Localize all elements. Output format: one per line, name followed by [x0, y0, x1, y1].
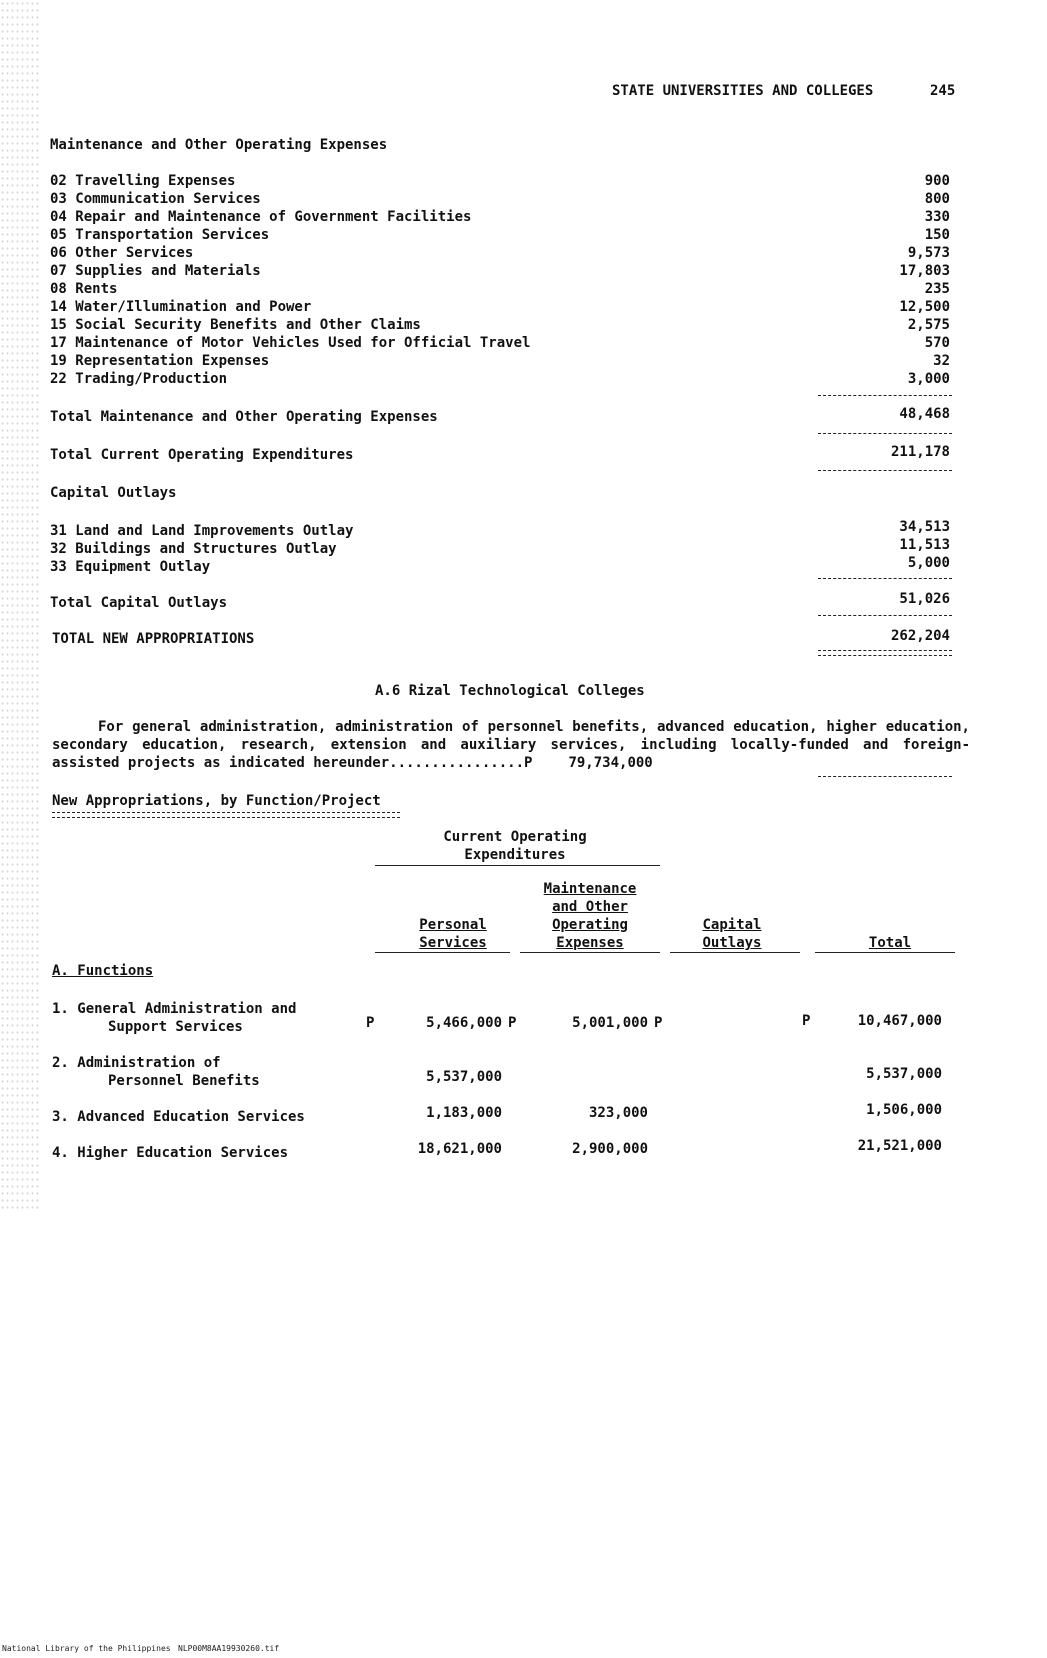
divider-rule: [818, 615, 952, 616]
row-label-cont: Personnel Benefits: [108, 1073, 260, 1089]
row-total: 10,467,000: [857, 1013, 942, 1029]
moe-total-amount: 48,468: [899, 406, 950, 422]
moe-item-amount: 32: [933, 353, 950, 369]
current-total-label: Total Current Operating Expenditures: [50, 447, 354, 463]
moe-total-label: Total Maintenance and Other Operating Expenses: [50, 409, 438, 425]
capital-item-label: 31 Land and Land Improvements Outlay: [50, 523, 354, 539]
moe-heading: Maintenance and Other Operating Expenses: [50, 137, 388, 153]
col-rule: [815, 952, 955, 953]
capital-item-amount: 11,513: [899, 537, 950, 553]
row-label-cont: Support Services: [108, 1019, 243, 1035]
moe-item-label: 03 Communication Services: [50, 191, 261, 207]
moe-item-label: 15 Social Security Benefits and Other Claims: [50, 317, 421, 333]
divider-rule: [818, 578, 952, 579]
col-total: Total: [868, 935, 912, 951]
col-moe: Maintenance and Other Operating Expenses: [543, 881, 637, 951]
row-label: 3. Advanced Education Services: [52, 1109, 305, 1125]
moe-item-amount: 17,803: [899, 263, 950, 279]
moe-item-label: 05 Transportation Services: [50, 227, 270, 243]
row-moe: 2,900,000: [572, 1141, 648, 1157]
paragraph-text: For general administration, administration of personnel benefits, advanced education, higher education, secondary education, research, extension and auxiliary services, including locally-funded and foreign-assisted projects as indicated hereunder................P: [52, 719, 970, 771]
row-total: 1,506,000: [866, 1102, 942, 1118]
moe-item-label: 07 Supplies and Materials: [50, 263, 261, 279]
row-total: 21,521,000: [857, 1138, 942, 1154]
heading-double-rule: [52, 812, 400, 818]
moe-item-amount: 12,500: [899, 299, 950, 315]
row-label: 1. General Administration and: [52, 1001, 297, 1017]
double-rule: [818, 650, 952, 656]
peso-sign: P: [802, 1013, 811, 1029]
scan-edge-noise: [0, 0, 40, 1210]
col-personal-services: Personal Services: [419, 917, 487, 951]
moe-item-amount: 9,573: [907, 245, 950, 261]
moe-item-label: 17 Maintenance of Motor Vehicles Used for Official Travel: [50, 335, 531, 351]
row-moe: 323,000: [588, 1105, 648, 1121]
footer-file-id: NLP00M8AA19930260.tif: [178, 1644, 280, 1653]
moe-item-amount: 3,000: [907, 371, 950, 387]
row-label: 4. Higher Education Services: [52, 1145, 289, 1161]
group-header-rule: [375, 865, 660, 866]
peso-sign: P: [508, 1015, 517, 1031]
moe-item-label: 19 Representation Expenses: [50, 353, 270, 369]
capital-item-amount: 34,513: [899, 519, 950, 535]
moe-item-amount: 235: [924, 281, 950, 297]
moe-item-label: 04 Repair and Maintenance of Government Facilities: [50, 209, 472, 225]
paragraph-amount: 79,734,000: [568, 755, 653, 771]
section-paragraph: [52, 718, 970, 772]
row-ps: 5,466,000: [426, 1015, 502, 1031]
moe-item-amount: 330: [924, 209, 950, 225]
capital-heading: Capital Outlays: [50, 485, 177, 501]
moe-item-label: 08 Rents: [50, 281, 118, 297]
row-ps: 18,621,000: [417, 1141, 502, 1157]
divider-rule: [818, 395, 952, 396]
row-ps: 1,183,000: [426, 1105, 502, 1121]
col-rule: [520, 952, 660, 953]
current-total-amount: 211,178: [890, 444, 950, 460]
moe-item-label: 22 Trading/Production: [50, 371, 228, 387]
capital-item-amount: 5,000: [907, 555, 950, 571]
capital-total-amount: 51,026: [899, 591, 950, 607]
capital-item-label: 33 Equipment Outlay: [50, 559, 211, 575]
col-rule: [375, 952, 510, 953]
capital-item-label: 32 Buildings and Structures Outlay: [50, 541, 337, 557]
col-rule: [670, 952, 800, 953]
function-table-heading: New Appropriations, by Function/Project: [52, 793, 381, 809]
group-header: Current Operating Expenditures: [443, 829, 587, 863]
page-number: 245: [930, 83, 956, 99]
footer-library: National Library of the Philippines: [2, 1644, 171, 1653]
functions-label: A. Functions: [52, 963, 154, 979]
divider-rule: [818, 776, 952, 777]
moe-item-amount: 570: [924, 335, 950, 351]
moe-item-label: 14 Water/Illumination and Power: [50, 299, 312, 315]
moe-item-amount: 800: [924, 191, 950, 207]
section-title: A.6 Rizal Technological Colleges: [375, 683, 645, 699]
row-ps: 5,537,000: [426, 1069, 502, 1085]
grand-total-label: TOTAL NEW APPROPRIATIONS: [52, 631, 255, 647]
col-capital-outlays: Capital Outlays: [702, 917, 762, 951]
peso-sign: P: [366, 1015, 375, 1031]
capital-total-label: Total Capital Outlays: [50, 595, 228, 611]
peso-sign: P: [654, 1015, 663, 1031]
divider-rule: [818, 470, 952, 471]
moe-item-amount: 2,575: [907, 317, 950, 333]
running-title: STATE UNIVERSITIES AND COLLEGES: [612, 83, 874, 99]
divider-rule: [818, 433, 952, 434]
row-label: 2. Administration of: [52, 1055, 221, 1071]
moe-item-amount: 900: [924, 173, 950, 189]
moe-item-amount: 150: [924, 227, 950, 243]
moe-item-label: 06 Other Services: [50, 245, 194, 261]
row-total: 5,537,000: [866, 1066, 942, 1082]
row-moe: 5,001,000: [572, 1015, 648, 1031]
moe-item-label: 02 Travelling Expenses: [50, 173, 236, 189]
grand-total-amount: 262,204: [890, 628, 950, 644]
